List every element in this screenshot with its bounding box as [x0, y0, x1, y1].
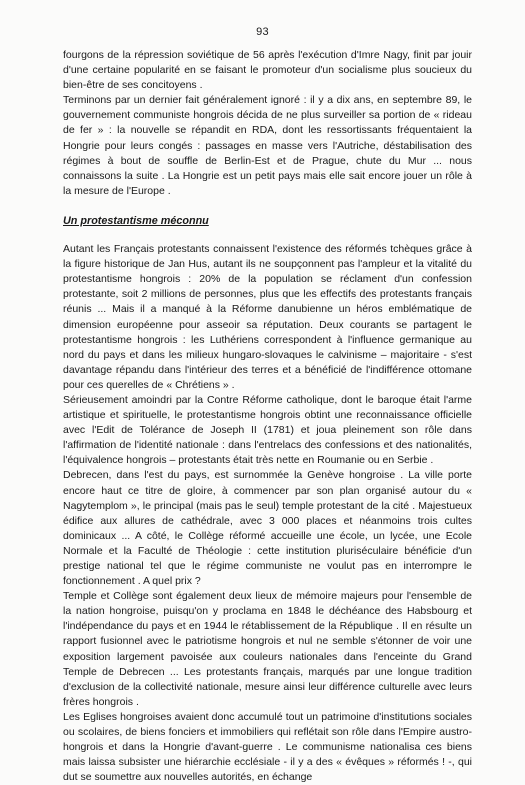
body-paragraph: Autant les Français protestants connaissent l'existence des réformés tchèques grâce à la figure historique de Jan Hus, autant ils ne soupçonnent pas l'ampleur et la vitalité du protestantisme hongrois : 20% de la population se réclament d'un confession protestante, soit 2 millions de personnes, plus que les effectifs des protestants français réunis ... Mais il a manqué à la Réforme danubienne un héros emblématique de dimension européenne pour asseoir sa réputation. Deux courants se partagent le protestantisme hongrois : les Luthériens correspondent à l'influence germanique au nord du pays et dans les milieux hungaro-slovaques le calvinisme – majoritaire - s'est davantage répandu dans l'intérieur des terres et a bénéficié de l'indifférence ottomane pour ces querelles de « Chrétiens » .: [63, 243, 472, 391]
page-body: [63, 48, 472, 785]
intro-paragraph: Terminons par un dernier fait généralement ignoré : il y a dix ans, en septembre 89, le gouvernement communiste hongrois décida de ne plus surveiller sa portion de « rideau de fer » : la nouvelle se répandit en RDA, dont les ressortissants fréquentaient la Hongrie pour leurs congés : passages en masse vers l'Autriche, déstabilisation des régimes à bout de souffle de Berlin-Est et de Prague, chute du Mur ... nous connaissons la suite . La Hongrie est un petit pays mais elle sait encore jouer un rôle à la mesure de l'Europe .: [63, 94, 472, 197]
body-paragraph: Les Eglises hongroises avaient donc accumulé tout un patrimoine d'institutions sociales ou scolaires, de biens fonciers et immobiliers qui reflétait son rôle dans l'Empire austro-hongrois et dans la Hongrie d'avant-guerre . Le communisme nationalisa ces biens mais laissa subsister une hiérarchie ecclésiale - il y a des « évêques » réformés ! -, qui dut se soumettre aux nouvelles autorités, en échange: [63, 710, 472, 784]
page-number: 93: [256, 26, 269, 38]
body-paragraph: Sérieusement amoindri par la Contre Réforme catholique, dont le baroque était l'arme artistique et spirituelle, le protestantisme hongrois obtint une reconnaissance officielle avec l'Edit de Tolérance de Joseph II (1781) et joua pleinement son rôle dans l'affirmation de l'identité nationale : dans l'entrelacs des confessions et des nationalités, l'équivalence hongrois – protestants était très nette en Roumanie ou en Serbie .: [63, 393, 472, 467]
section-heading: Un protestantisme méconnu: [63, 214, 209, 227]
body-paragraph: Temple et Collège sont également deux lieux de mémoire majeurs pour l'ensemble de la nation hongroise, puisqu'on y proclama en 1848 le déchéance des Habsbourg et l'indépendance du pays et en 1944 le rétablissement de la République . Il en résulte un rapport fusionnel avec le patriotisme hongrois et nul ne semble s'étonner de voir une exposition largement pavoisée aux couleurs nationales dans l'enceinte du Grand Temple de Debrecen ... Les protestants français, marqués par une longue tradition d'exclusion de la collectivité nationale, mesure ainsi leur différence culturelle avec leurs frères hongrois .: [63, 590, 472, 708]
body-paragraph: Debrecen, dans l'est du pays, est surnommée la Genève hongroise . La ville porte encore haut ce titre de gloire, à commencer par son plan organisé autour du « Nagytemplom », le principal (mais pas le seul) temple protestant de la cité . Majestueux édifice aux allures de cathédrale, avec 3 000 places et néanmoins trois cultes dominicaux ... A côté, le Collège réformé accueille une école, un lycée, une Ecole Normale et la Faculté de Théologie : cette institution pluriséculaire bénéficie d'un prestige national tel que le régime communiste ne voulut pas en interrompre le fonctionnement . A quel prix ?: [63, 469, 472, 588]
intro-paragraph: fourgons de la répression soviétique de 56 après l'exécution d'Imre Nagy, finit par jouir d'une certaine popularité en se faisant le promoteur d'un socialisme plus soucieux du bien-être de ses concitoyens .: [63, 49, 472, 92]
